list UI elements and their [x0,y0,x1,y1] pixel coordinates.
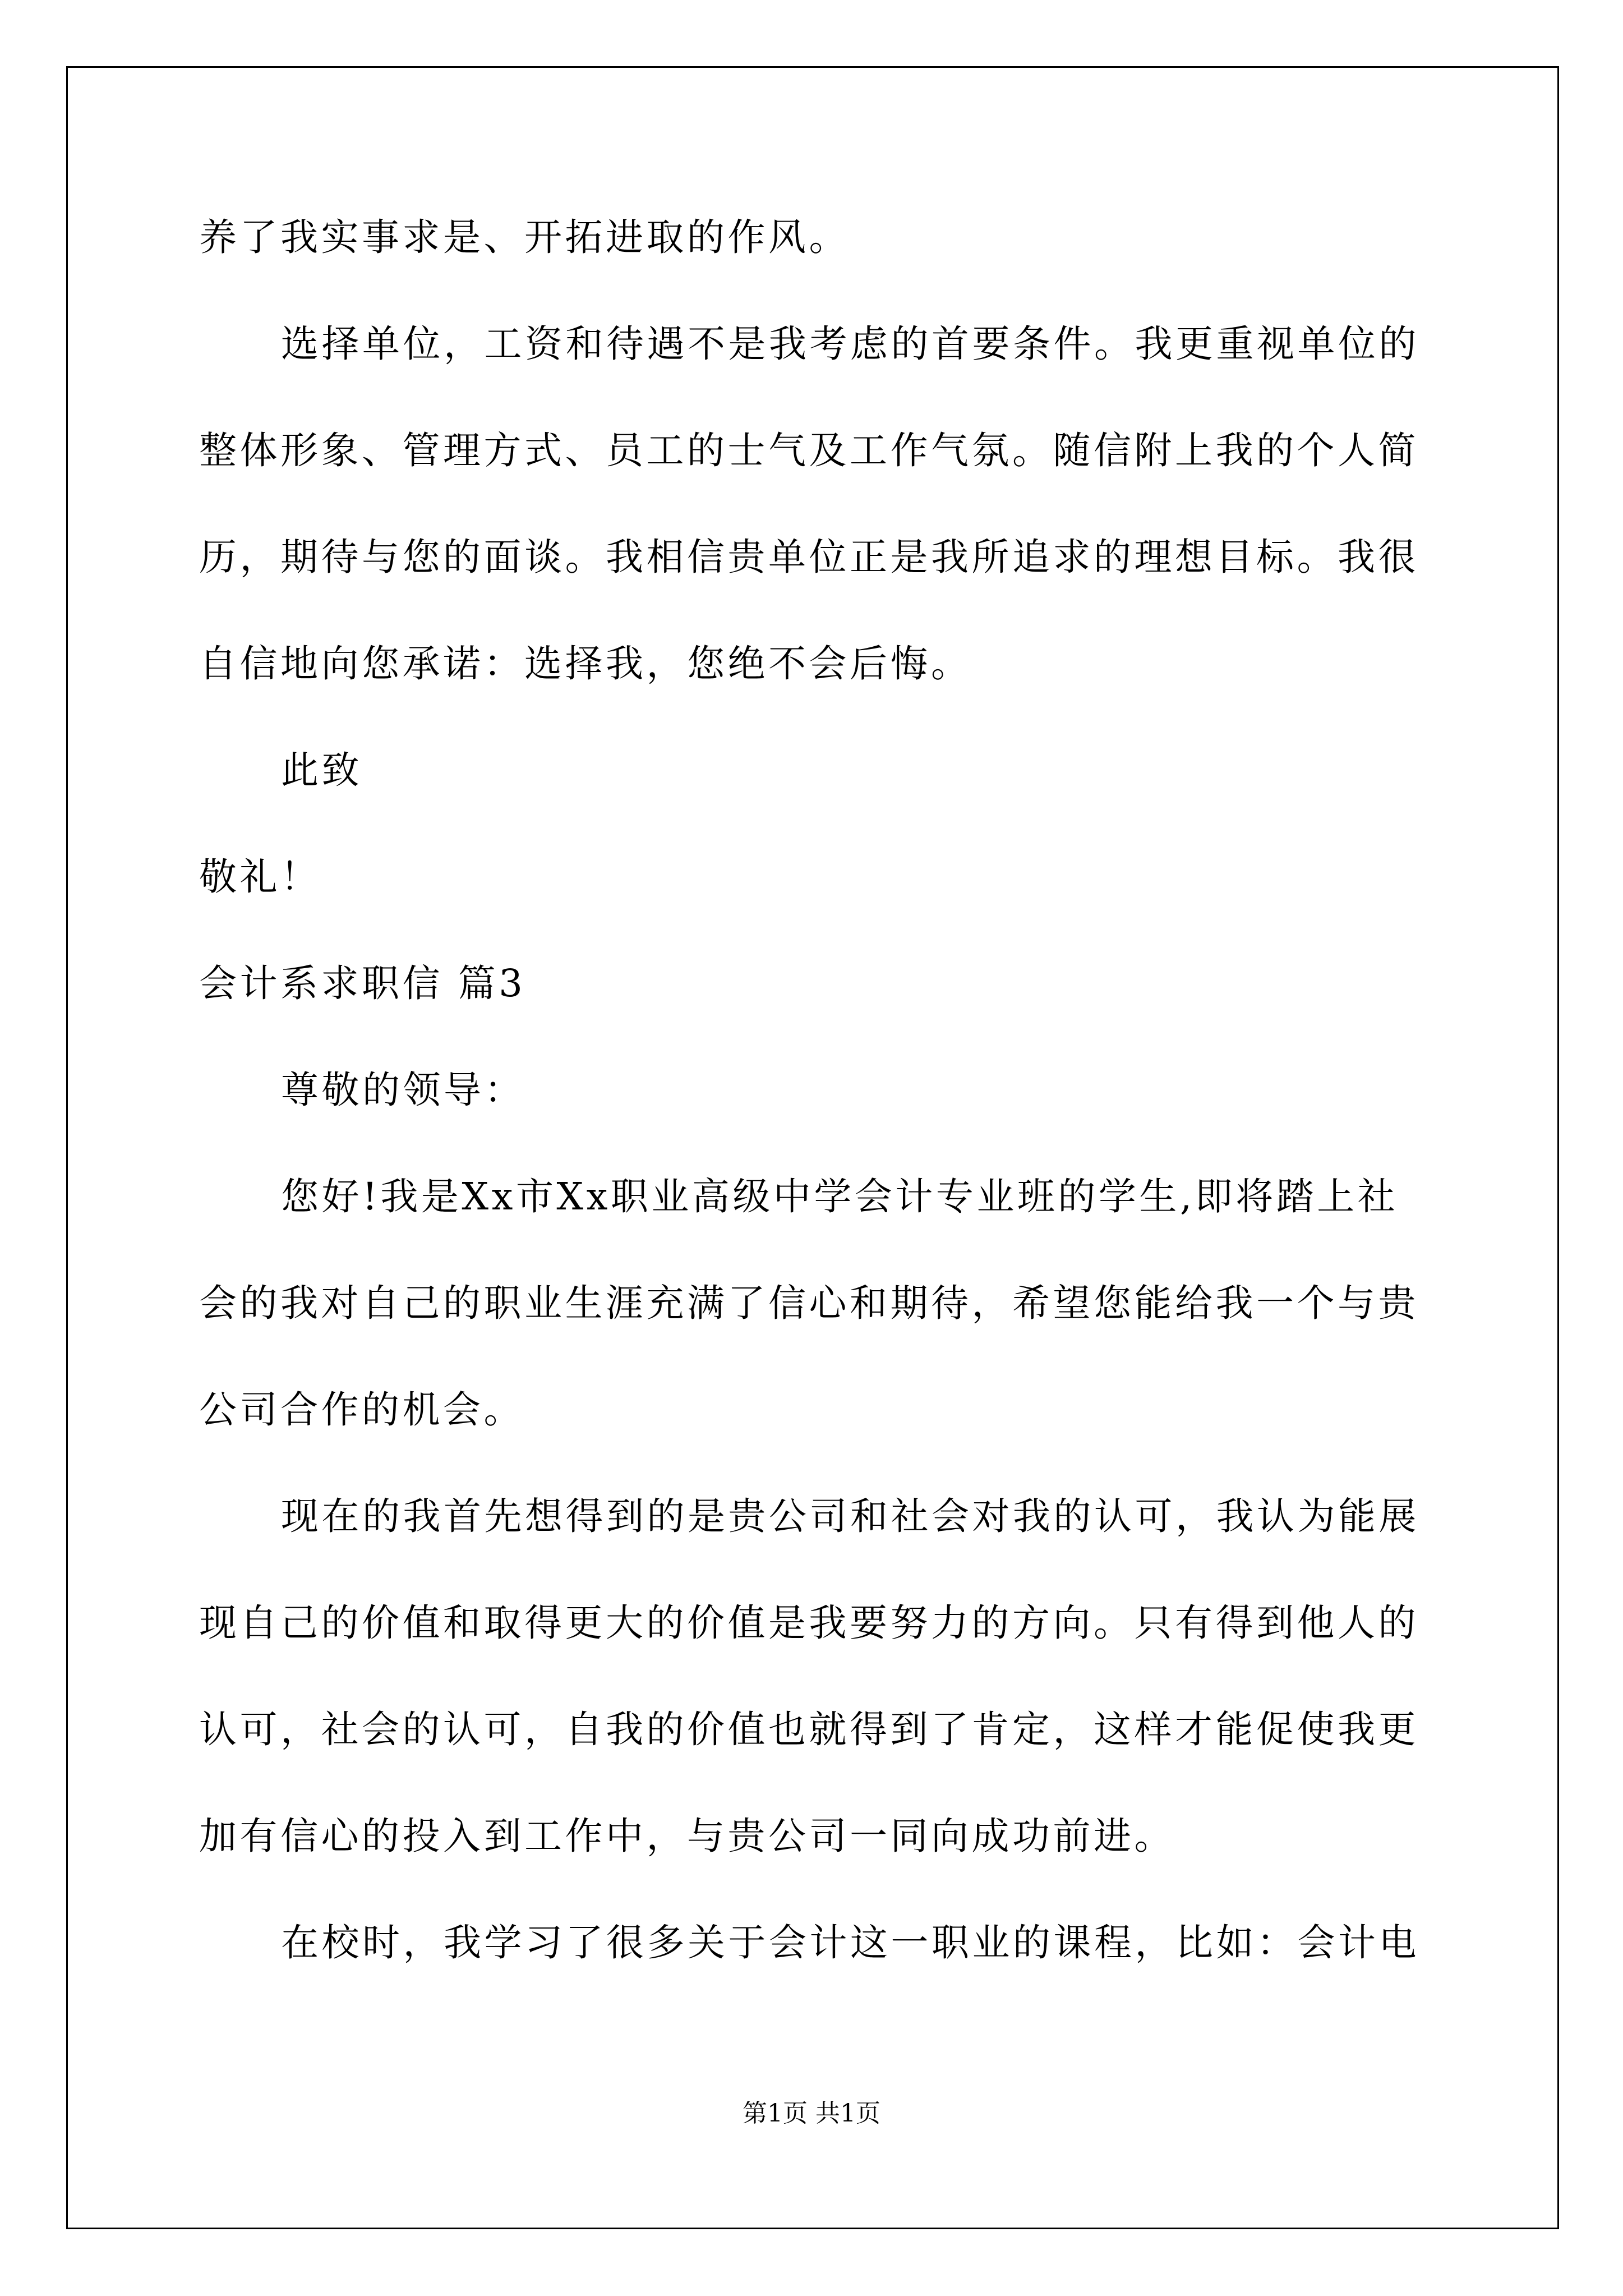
paragraph-line: 认可，社会的认可，自我的价值也就得到了肯定，这样才能促使我更 [199,1708,1419,1751]
paragraph-line: 公司合作的机会。 [199,1388,524,1432]
page-footer: 第1页 共1页 [743,2099,880,2128]
paragraph-line: 选择单位，工资和待遇不是我考虑的首要条件。我更重视单位的 [281,322,1419,366]
paragraph-line: 在校时，我学习了很多关于会计这一职业的课程，比如：会计电 [281,1921,1419,1964]
paragraph-line: 养了我实事求是、开拓进取的作风。 [199,215,850,259]
paragraph-line: 会的我对自己的职业生涯充满了信心和期待，希望您能给我一个与贵 [199,1281,1419,1325]
section-heading: 会计系求职信 篇3 [199,961,526,1005]
paragraph-line: 您好!我是Xx市Xx职业高级中学会计专业班的学生,即将踏上社 [281,1175,1399,1218]
greeting-line: 尊敬的领导： [281,1068,525,1112]
page-border [66,66,1559,2229]
closing-line: 此致 [281,748,362,792]
paragraph-line: 现在的我首先想得到的是贵公司和社会对我的认可，我认为能展 [281,1494,1419,1538]
paragraph-line: 加有信心的投入到工作中，与贵公司一同向成功前进。 [199,1814,1175,1858]
paragraph-line: 自信地向您承诺：选择我，您绝不会后悔。 [199,642,972,685]
paragraph-line: 历，期待与您的面谈。我相信贵单位正是我所追求的理想目标。我很 [199,535,1419,579]
paragraph-line: 整体形象、管理方式、员工的士气及工作气氛。随信附上我的个人简 [199,429,1419,472]
salutation-line: 敬礼！ [199,855,321,899]
paragraph-line: 现自己的价值和取得更大的价值是我要努力的方向。只有得到他人的 [199,1601,1419,1645]
